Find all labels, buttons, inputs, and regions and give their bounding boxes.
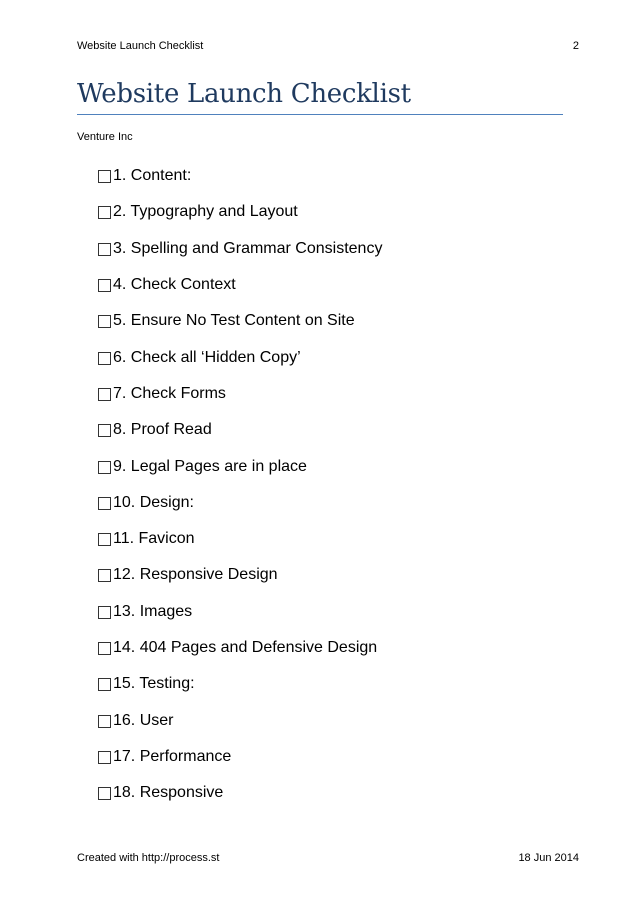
checkbox-icon[interactable] [98, 279, 111, 292]
checklist-item[interactable] [98, 521, 382, 557]
checklist-item-label: 4. Check Context [113, 276, 236, 294]
footer-date: 18 Jun 2014 [518, 852, 579, 864]
checkbox-icon[interactable] [98, 461, 111, 474]
checklist-item[interactable] [98, 231, 382, 267]
title-underline [77, 114, 563, 115]
checkbox-icon[interactable] [98, 352, 111, 365]
checklist-item-label: 5. Ensure No Test Content on Site [113, 312, 355, 330]
checkbox-icon[interactable] [98, 424, 111, 437]
checkbox-icon[interactable] [98, 642, 111, 655]
checkbox-icon[interactable] [98, 315, 111, 328]
checklist-item[interactable] [98, 485, 382, 521]
checklist-item-label: 14. 404 Pages and Defensive Design [113, 639, 378, 656]
checklist-item-label: 3. Spelling and Grammar Consistency [113, 239, 383, 257]
checklist-item-label: 13. Images [113, 602, 193, 620]
checklist-item-label: 6. Check all ‘Hidden Copy’ [113, 348, 301, 366]
checklist-item-label: 1. Content: [113, 167, 192, 185]
checklist-item[interactable] [98, 666, 382, 702]
header-page-number: 2 [572, 40, 579, 52]
checkbox-icon[interactable] [98, 206, 111, 219]
footer-created-with: Created with http://process.st [77, 852, 220, 864]
checklist-item[interactable] [98, 412, 382, 448]
checklist-item[interactable] [98, 739, 382, 775]
checklist-item[interactable] [98, 194, 382, 230]
checkbox-icon[interactable] [98, 715, 111, 728]
checkbox-icon[interactable] [98, 787, 111, 800]
checklist-item-label: 12. Responsive Design [113, 566, 278, 584]
checkbox-icon[interactable] [98, 678, 111, 691]
checklist-item-label: 17. Performance [113, 747, 232, 765]
page-header [77, 40, 579, 54]
checklist-item-label: 10. Design: [113, 493, 194, 511]
checklist-item[interactable] [98, 303, 382, 339]
checklist-item-label: 16. User [113, 711, 174, 729]
header-doc-name: Website Launch Checklist [77, 40, 204, 52]
checklist-item[interactable] [98, 158, 382, 194]
checklist-item-label: 15. Testing: [113, 675, 195, 693]
checkbox-icon[interactable] [98, 497, 111, 510]
checklist-item-label: 2. Typography and Layout [113, 203, 298, 221]
checkbox-icon[interactable] [98, 533, 111, 546]
checklist-item-label: 18. Responsive [113, 784, 224, 802]
checklist-item-label: 11. Favicon [113, 530, 195, 548]
document-subtitle: Venture Inc [77, 131, 133, 143]
checkbox-icon[interactable] [98, 569, 111, 582]
checklist-item-label: 8. Proof Read [113, 421, 212, 439]
checkbox-icon[interactable] [98, 243, 111, 256]
checkbox-icon[interactable] [98, 170, 111, 183]
checklist-item[interactable] [98, 775, 382, 811]
checklist-item-label: 9. Legal Pages are in place [113, 457, 307, 475]
checklist-item[interactable] [98, 267, 382, 303]
checkbox-icon[interactable] [98, 751, 111, 764]
checklist-item-label: 7. Check Forms [113, 384, 226, 402]
checklist-item[interactable] [98, 448, 382, 484]
document-title: Website Launch Checklist [77, 79, 411, 109]
checkbox-icon[interactable] [98, 606, 111, 619]
page-footer [77, 852, 579, 866]
checklist-item[interactable] [98, 630, 382, 666]
checklist-item[interactable] [98, 702, 382, 738]
checklist-item[interactable] [98, 594, 382, 630]
checklist-item[interactable] [98, 376, 382, 412]
checklist-item[interactable] [98, 339, 382, 375]
checkbox-icon[interactable] [98, 388, 111, 401]
checklist-item[interactable] [98, 557, 382, 593]
checklist [98, 158, 382, 811]
